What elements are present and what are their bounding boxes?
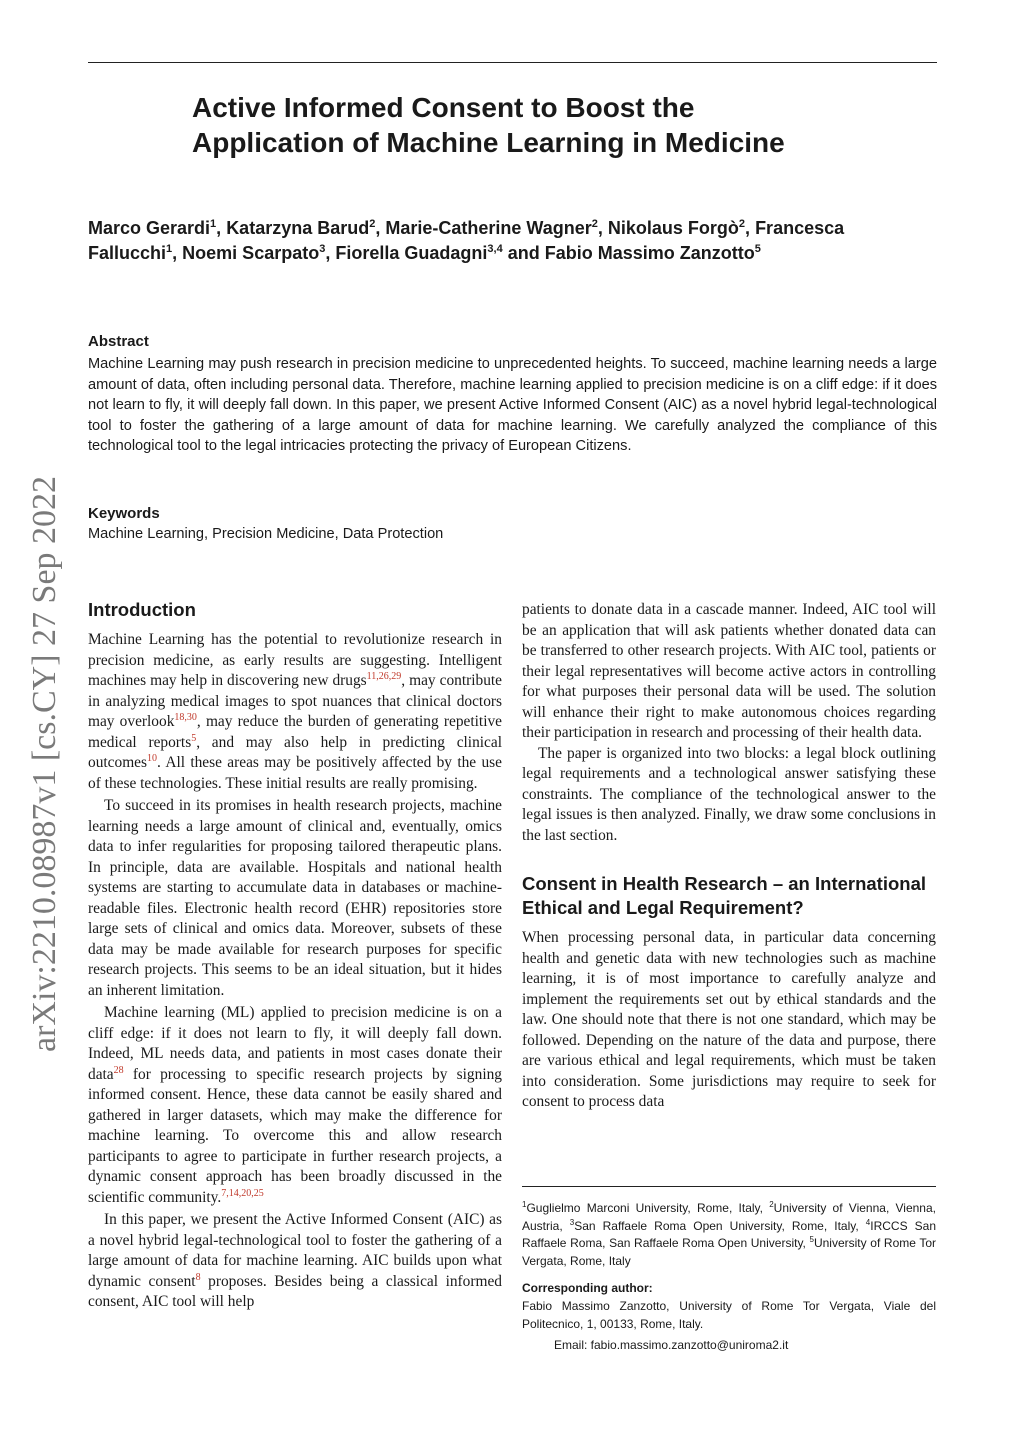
text-run: Machine learning (ML) applied to precision medicine is on a cliff edge: if it does not learn to fly, it will deeply fall down. Indeed, ML needs data, and patients in most cases donate their data (88, 1004, 502, 1083)
abstract-heading: Abstract (88, 333, 149, 350)
author-affiliation-mark: 1 (166, 243, 173, 255)
introduction-heading: Introduction (88, 599, 196, 620)
text-run: , may reduce the burden of generating repetitive medical reports (88, 713, 502, 751)
citation-link[interactable]: 5 (191, 732, 197, 744)
keywords-heading: Keywords (88, 505, 160, 522)
intro-paragraph-1 (88, 630, 502, 794)
affiliation-text: University of Rome Tor Vergata, Rome, Italy (522, 1236, 936, 1268)
citation-link[interactable]: 10 (147, 753, 157, 764)
author-affiliation-mark: 2 (738, 218, 746, 230)
author-name: Marie-Catherine Wagner (385, 218, 592, 238)
corresponding-author-email: Email: fabio.massimo.zanzotto@uniroma2.it (554, 1338, 789, 1353)
author-name: Fiorella Guadagni (335, 243, 488, 263)
right-column (522, 600, 936, 1113)
affiliation-number: 2 (769, 1200, 774, 1209)
citation-link[interactable]: 8 (195, 1271, 201, 1283)
affiliation-number: 1 (522, 1200, 527, 1209)
keywords-body: Machine Learning, Precision Medicine, Data Protection (88, 526, 444, 542)
author-list: Marco Gerardi$^1$, Katarzyna Barud$^2$, Marie-Catherine Wagner$^2$, Nikolaus Forgò$^2$, Francesca Fallucchi$^1$, Noemi Scarpato$^3$, Fiorella Guadagni$^{3,4}$ and Fabio Massimo Zanzotto$^5$ (88, 218, 845, 263)
author-name: Noemi Scarpato (182, 243, 320, 263)
abstract-body: Machine Learning may push research in precision medicine to unprecedented heights. To succeed, machine learning needs a large amount of data, often including personal data. Therefore, machine learning applied to precision medicine is on a cliff edge: if it does not learn to fly, it will deeply fall down. In this paper, we present Active Informed Consent (AIC) as a novel hybrid legal-technological tool to foster the gathering of a large amount of data for machine learning. We carefully analyzed the compliance of this technological tool to the legal intricacies protecting the privacy of European Citizens. (88, 356, 937, 455)
author-name: Marco Gerardi (88, 218, 211, 238)
citation-link[interactable]: 11,26,29 (366, 671, 402, 682)
affiliation-number: 5 (809, 1235, 814, 1245)
text-run: When processing personal data, in particular data concerning health and genetic data with new technologies such as machine learning, it is of most importance to carefully analyze and implement the requirements set out by ethical standards and the law. One should note that there is not one standard, which may be followed. Depending on the nature of the data and purpose, there are various ethical and legal requirements, which must be taken into consideration. Some jurisdictions may require to seek for consent to process data (522, 929, 936, 1110)
corresponding-author-heading: Corresponding author: (522, 1281, 653, 1296)
author-name: Fabio Massimo Zanzotto (544, 243, 755, 263)
footnotes (522, 1200, 936, 1355)
arxiv-identifier: arXiv:2210.08987v1 [cs.CY] 27 Sep 2022 (26, 475, 63, 1052)
affiliations-footnote (522, 1200, 936, 1270)
author-affiliation-mark: 3,4 (487, 243, 503, 255)
consent-section-heading: Consent in Health Research – an International Ethical and Legal Requirement? (522, 873, 927, 918)
affiliation-text: San Raffaele Roma Open University, Rome, Italy, (574, 1218, 866, 1233)
text-run: proposes. Besides being a classical informed consent, AIC tool will help (88, 1272, 502, 1310)
citation-link[interactable]: 7,14,20,25 (221, 1187, 264, 1199)
author-affiliation-mark: 5 (754, 243, 761, 255)
affiliation-text: Guglielmo Marconi University, Rome, Italy, (526, 1201, 770, 1215)
affiliation-text: University of Vienna, Vienna, Austria, (522, 1201, 936, 1233)
author-name: Francesca Fallucchi (88, 218, 845, 263)
consent-paragraph-1 (522, 928, 936, 1113)
author-affiliation-mark: 2 (369, 218, 376, 230)
author-affiliation-mark: 1 (210, 218, 217, 230)
intro-paragraph-4 (88, 1210, 502, 1313)
text-run: , may contribute in analyzing medical images to spot nuances that clinical doctors may overlook (88, 672, 503, 730)
text-run: In this paper, we present the Active Informed Consent (AIC) as a novel hybrid legal-technological tool to foster the gathering of a large amount of data for machine learning. AIC builds upon what dynamic consent (88, 1211, 502, 1290)
citation-link[interactable]: 18,30 (174, 712, 197, 723)
affiliation-text: IRCCS San Raffaele Roma, San Raffaele Roma Open University, (522, 1218, 936, 1251)
citation-link[interactable]: 28 (113, 1064, 124, 1076)
text-run: To succeed in its promises in health research projects, machine learning needs a large amount of clinical and, eventually, omics data to infer regularities for proposing tailored therapeutic plans. In principle, data are available. Hospitals and national health systems are starting to accumulate data in databases or machine-readable files. Electronic health record (EHR) repositories store large sets of clinical and omics data. Moreover, subsets of these data may be made available for research purposes for specific research projects. This seems to be an ideal situation, but it hides an inherent limitation. (88, 797, 502, 999)
author-name: Katarzyna Barud (226, 218, 370, 238)
text-run: for processing to specific research projects by signing informed consent. Hence, these data cannot be easily shared and gathered in larger datasets, which may make the difference for machine learning. To overcome this and allow research participants to agree to participate in further research projects, a dynamic consent approach has been broadly discussed in the scientific community. (88, 1065, 502, 1206)
affiliation-number: 4 (865, 1217, 871, 1227)
author-affiliation-mark: 3 (319, 243, 326, 255)
left-column (88, 598, 502, 1313)
intro-paragraph-2 (88, 796, 502, 1001)
intro-paragraph-6 (522, 744, 936, 847)
author-name: Nikolaus Forgò (607, 218, 739, 238)
text-run: , and may also help in predicting clinical outcomes (88, 733, 502, 771)
paper-title: Active Informed Consent to Boost the Application of Machine Learning in Medicine (192, 92, 785, 158)
corresponding-author-address: Fabio Massimo Zanzotto, University of Rome Tor Vergata, Viale del Politecnico, 1, 00133, Rome, Italy. (522, 1298, 936, 1331)
text-run: The paper is organized into two blocks: a legal block outlining legal requirements and a technological answer satisfying these constraints. The compliance of the technological answer to the legal issues is then analyzed. Finally, we draw some conclusions in the last section. (522, 744, 936, 844)
footnote-rule (522, 1186, 936, 1187)
text-run: patients to donate data in a cascade manner. Indeed, AIC tool will be an application that will ask patients whether donated data can be transferred to other research projects. With AIC tool, patients or their legal representatives will become active actors in controlling for what purposes their personal data will be used. The solution will enhance their right to make autonomous choices regarding their participation in research and processing of their health data. (522, 601, 936, 741)
author-affiliation-mark: 2 (591, 218, 598, 230)
intro-paragraph-5 (522, 600, 936, 744)
top-rule (88, 62, 937, 63)
affiliation-number: 3 (569, 1217, 575, 1227)
intro-paragraph-3 (88, 1003, 502, 1208)
text-run: . All these areas may be positively affected by the use of these technologies. These initial results are really promising. (88, 754, 502, 792)
text-run: Machine Learning has the potential to revolutionize research in precision medicine, as early results are suggesting. Intelligent machines may help in discovering new drugs (88, 631, 502, 689)
